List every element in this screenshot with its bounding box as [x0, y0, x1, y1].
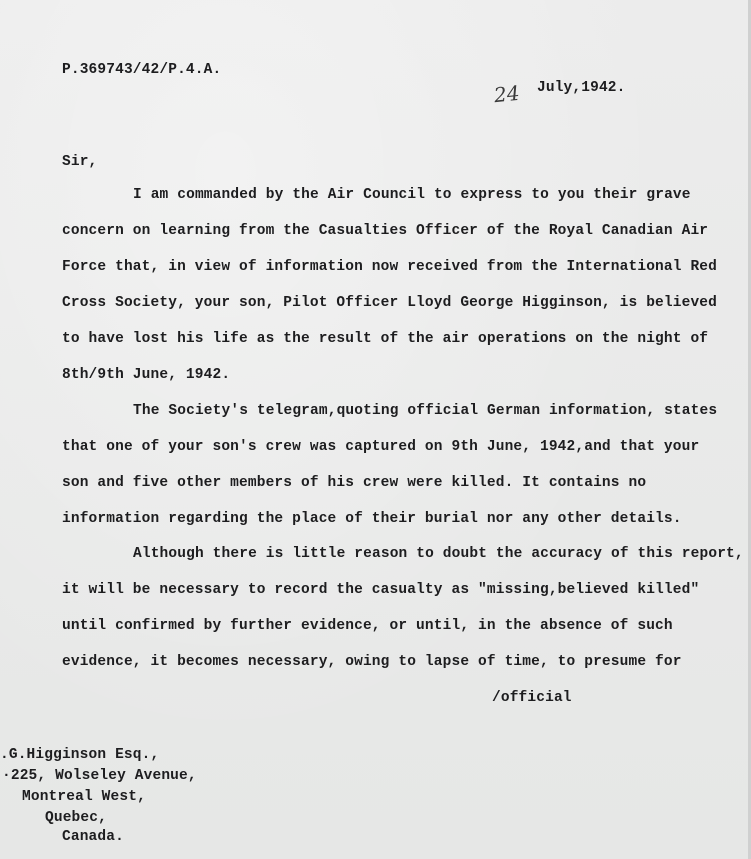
paragraph-3-line-3: until confirmed by further evidence, or until, in the absence of such — [62, 618, 673, 634]
paragraph-1-line-2: concern on learning from the Casualties Officer of the Royal Canadian Air — [62, 223, 709, 239]
handwritten-day: 24 — [492, 80, 521, 108]
paragraph-3-line-2: it will be necessary to record the casualty as "missing,believed killed" — [62, 582, 700, 598]
continuation-marker: /official — [492, 690, 572, 706]
paragraph-2-line-3: son and five other members of his crew were killed. It contains no — [62, 475, 647, 491]
address-line-5: Canada. — [62, 829, 124, 845]
letter-date: July,1942. — [537, 80, 626, 96]
salutation: Sir, — [62, 154, 98, 170]
address-line-3: Montreal West, — [22, 789, 146, 805]
paragraph-2-line-1: The Society's telegram,quoting official German information, states — [133, 403, 718, 419]
paragraph-1-line-4: Cross Society, your son, Pilot Officer Lloyd George Higginson, is believed — [62, 295, 718, 311]
paragraph-1-line-5: to have lost his life as the result of the air operations on the night of — [62, 331, 709, 347]
address-line-2: ·225, Wolseley Avenue, — [2, 768, 197, 784]
paragraph-1-line-1: I am commanded by the Air Council to express to you their grave — [133, 187, 691, 203]
paragraph-2-line-4: information regarding the place of their burial nor any other details. — [62, 511, 682, 527]
paragraph-1-line-3: Force that, in view of information now received from the International Red — [62, 259, 718, 275]
paragraph-3-line-1: Although there is little reason to doubt the accuracy of this report, — [133, 546, 744, 562]
reference-number: P.369743/42/P.4.A. — [62, 62, 222, 78]
address-line-1: .G.Higginson Esq., — [0, 747, 160, 763]
paragraph-2-line-2: that one of your son's crew was captured on 9th June, 1942,and that your — [62, 439, 700, 455]
address-line-4: Quebec, — [45, 810, 107, 826]
paragraph-3-line-4: evidence, it becomes necessary, owing to lapse of time, to presume for — [62, 654, 682, 670]
paragraph-1-line-6: 8th/9th June, 1942. — [62, 367, 231, 383]
